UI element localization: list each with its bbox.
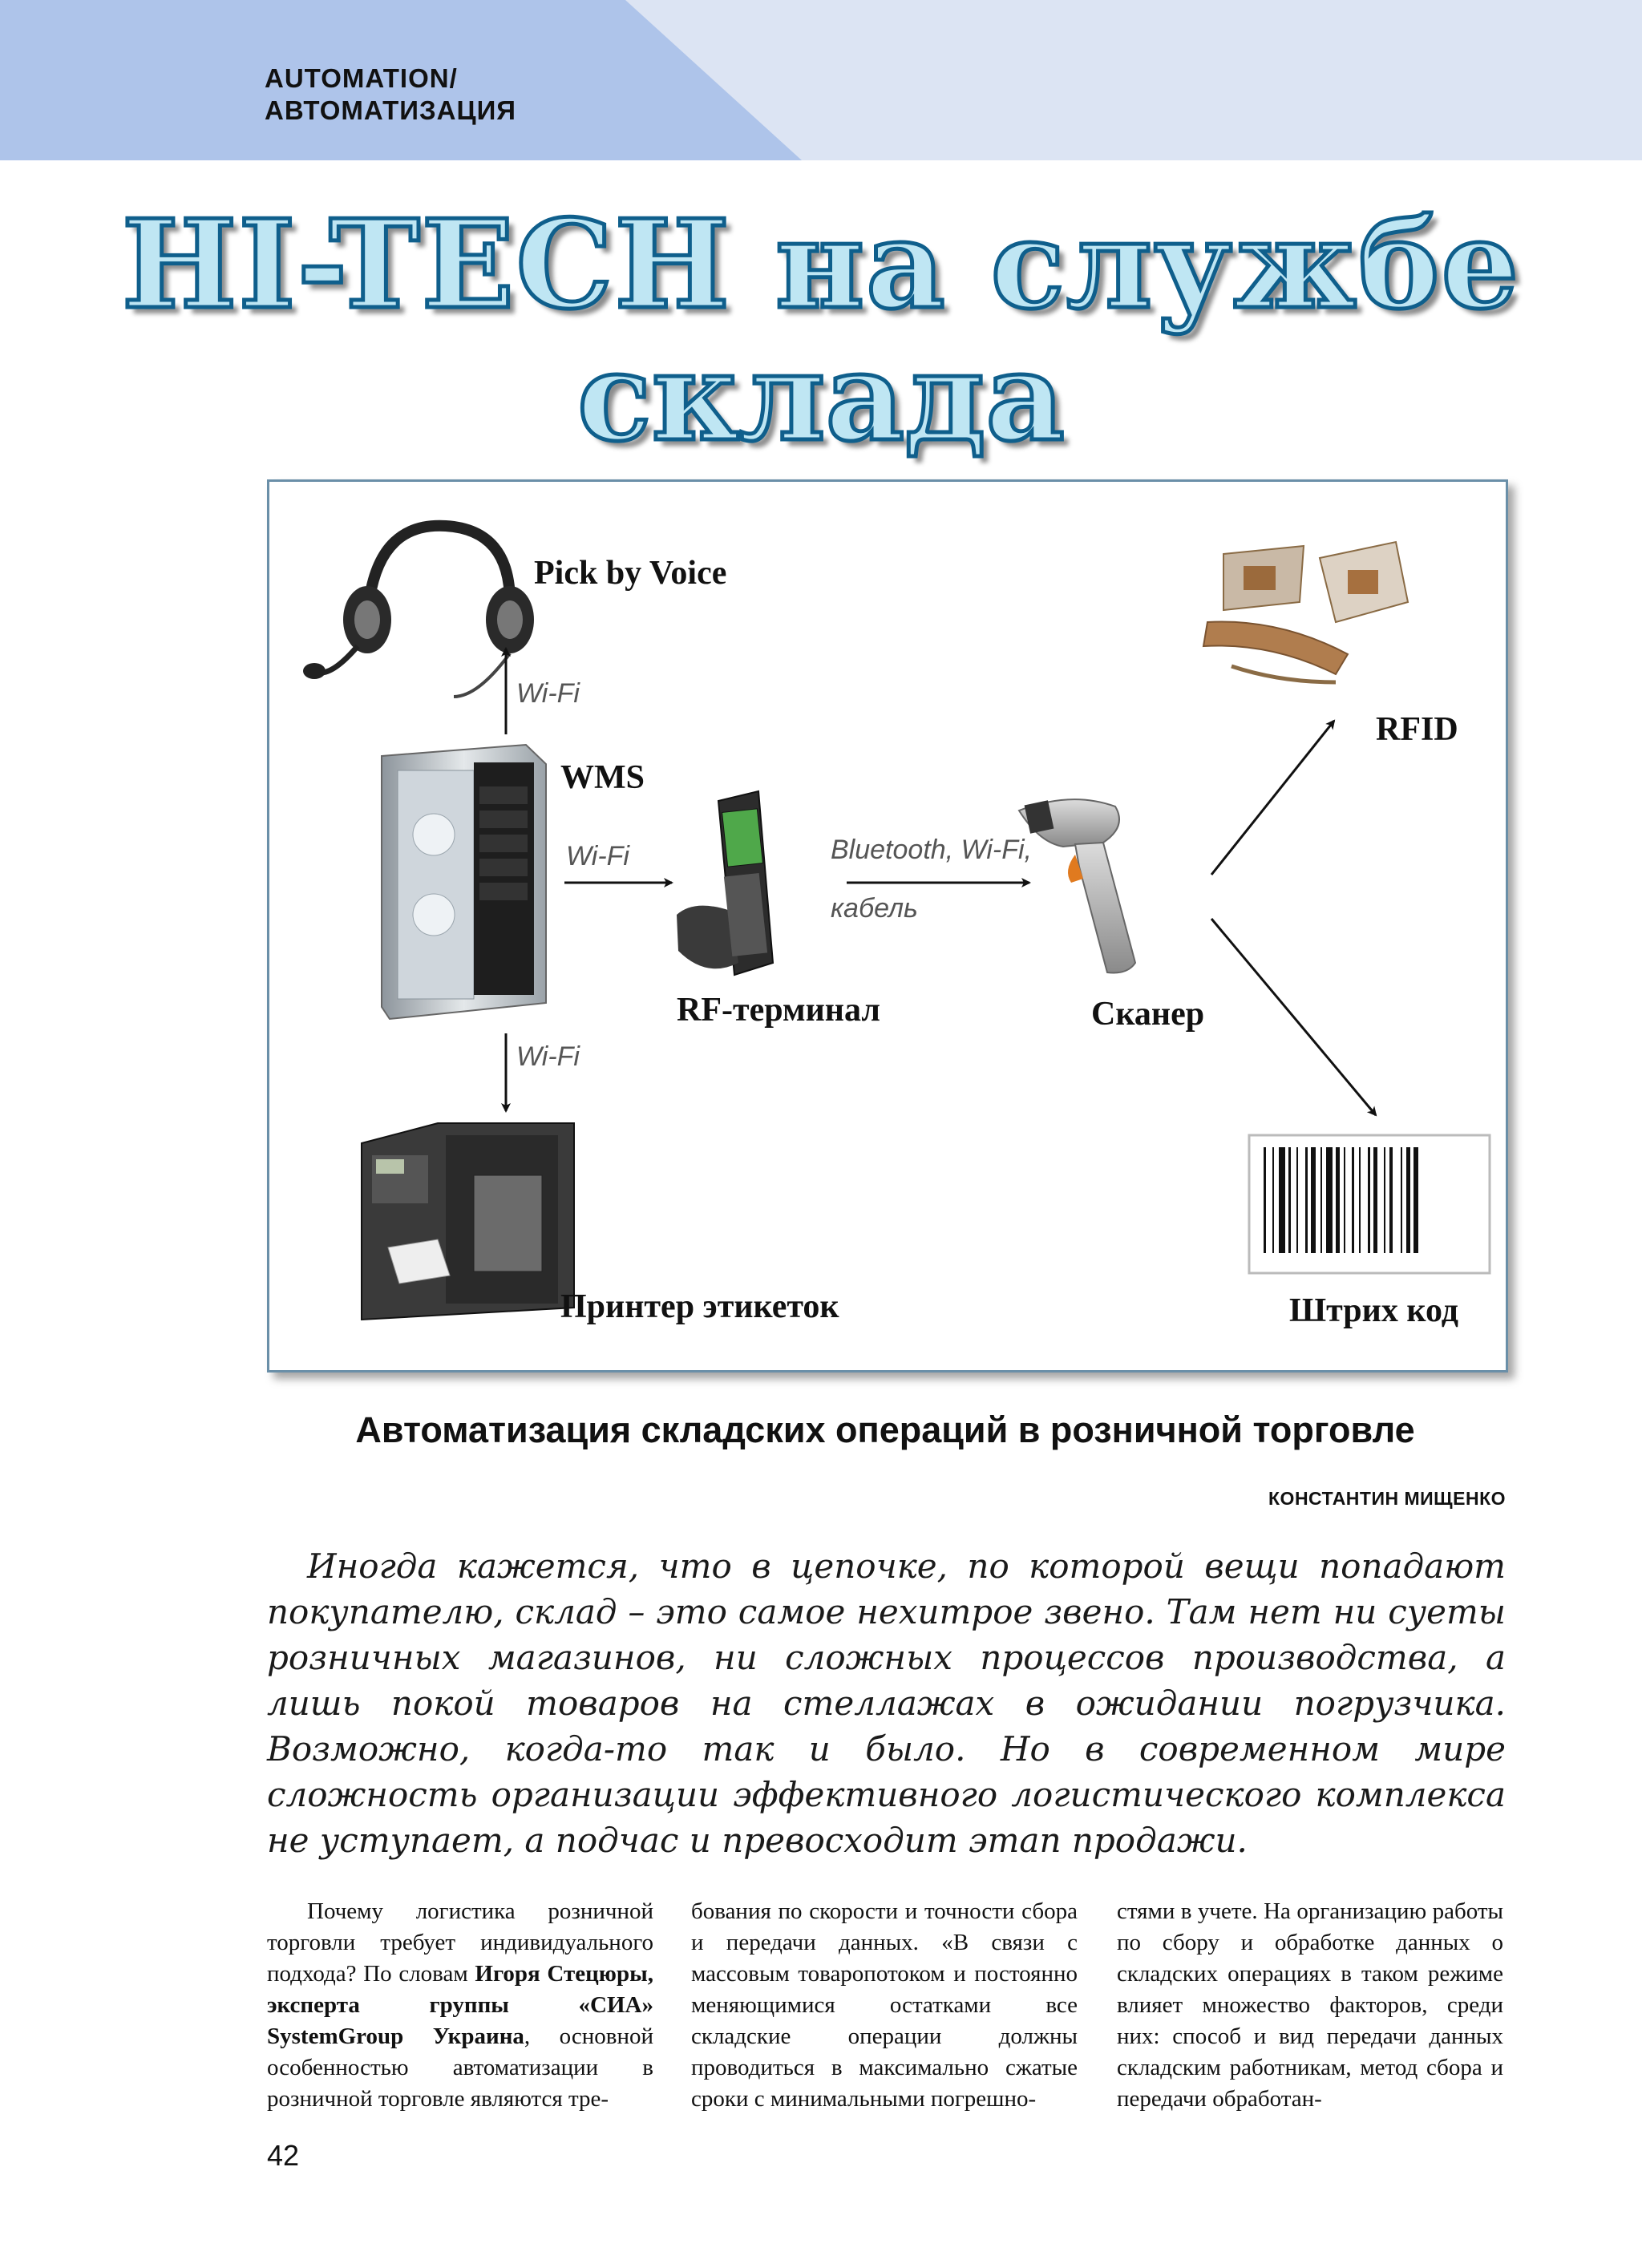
author-name: КОНСТАНТИН МИЩЕНКО (1268, 1488, 1506, 1509)
body-column-1-text-b: , основной особенностью автоматизации в розничной торговле являются тре- (267, 2023, 653, 2112)
lead-paragraph: Иногда кажется, что в цепочке, по которой вещи попадают покупателю, склад – это самое нехитрое звено. Там нет ни суеты розничных магазинов, ни сложных процессов производства, а лишь покой товаров на стеллажах в ожидании погрузчика. Возможно, когда-то так и было. Но в современном мире сложность организации эффективного логистического комплекса не уступает, а подчас и превосходит этап продажи. (267, 1546, 1506, 1860)
barcode-bar (1320, 1147, 1322, 1253)
rf-terminal-icon (677, 791, 773, 975)
label-wms: WMS (560, 759, 645, 796)
expert-name: Игоря Стецюры, эксперта группы «СИА» SystemGroup Украина (267, 1961, 653, 2049)
label-label-printer: Принтер этикеток (560, 1288, 839, 1325)
headline-line1: HI-TECH на службе (121, 192, 1521, 336)
label-barcode: Штрих код (1289, 1292, 1459, 1329)
link-label-rf-scanner-2: кабель (831, 893, 918, 924)
label-scanner: Сканер (1091, 996, 1205, 1033)
diagram-canvas (269, 482, 1506, 1370)
barcode-bar (1384, 1147, 1385, 1253)
barcode-bar (1344, 1147, 1345, 1253)
barcode-bar (1336, 1147, 1340, 1253)
barcode-bar (1288, 1147, 1291, 1253)
link-label-rf-scanner-1: Bluetooth, Wi-Fi, (831, 835, 1032, 865)
server-icon (382, 745, 546, 1019)
body-column-2: бования по скорости и точности сбора и передачи данных. «В связи с массовым товаропотоком и постоянно меняющимися остатками все складские операции должны проводиться в максимально сжатые сроки с минимальными погрешно- (691, 1898, 1078, 2112)
barcode-bar (1413, 1147, 1418, 1253)
barcode-icon (1249, 1135, 1490, 1273)
barcode-bar (1368, 1147, 1370, 1253)
body-column-3: стями в учете. На организацию работы по сбору и обработке данных о складских операциях в таком режиме влияет множество факторов, среди них: способ и вид передачи данных складским работникам, метод сбора и передачи обработан- (1117, 1898, 1503, 2112)
barcode-bar (1359, 1147, 1361, 1253)
section-label-ru: АВТОМАТИЗАЦИЯ (265, 95, 517, 125)
label-rf-terminal: RF-терминал (677, 992, 880, 1029)
wms-diagram (267, 479, 1508, 1373)
link-label-wms-rf: Wi-Fi (566, 841, 629, 871)
label-rfid: RFID (1376, 711, 1458, 748)
arrow-scanner-rfid (1211, 721, 1334, 875)
section-label (265, 63, 516, 127)
barcode-bar (1279, 1147, 1285, 1253)
page-number: 42 (267, 2139, 300, 2172)
barcode-bar (1264, 1147, 1266, 1253)
link-label-wms-voice: Wi-Fi (516, 678, 580, 709)
barcode-bar (1305, 1147, 1308, 1253)
barcode-bar (1401, 1147, 1402, 1253)
barcode-bar (1389, 1147, 1393, 1253)
barcode-bar (1326, 1147, 1333, 1253)
body-column-1 (267, 1896, 653, 2115)
article-title: Автоматизация складских операций в розничной торговле (355, 1409, 1415, 1450)
rfid-tags-icon (1203, 542, 1408, 682)
barcode-bar (1406, 1147, 1410, 1253)
barcode-bar (1296, 1147, 1298, 1253)
barcode-bar (1311, 1147, 1316, 1253)
headline-line2: склада (577, 325, 1065, 468)
barcode-bar (1272, 1147, 1274, 1253)
arrow-scanner-barcode (1211, 919, 1376, 1115)
barcode-bar (1373, 1147, 1377, 1253)
section-label-en: AUTOMATION/ (265, 63, 458, 93)
link-label-wms-printer: Wi-Fi (516, 1041, 580, 1072)
barcode-bar (1352, 1147, 1354, 1253)
headset-icon (303, 526, 534, 697)
scanner-icon (1019, 799, 1135, 972)
label-pick-by-voice: Pick by Voice (534, 555, 727, 592)
body-column-1-text-a: Почему логистика розничной торговли требует индивидуального подхода? По словам (267, 1898, 653, 1987)
label-printer-icon (362, 1123, 574, 1320)
